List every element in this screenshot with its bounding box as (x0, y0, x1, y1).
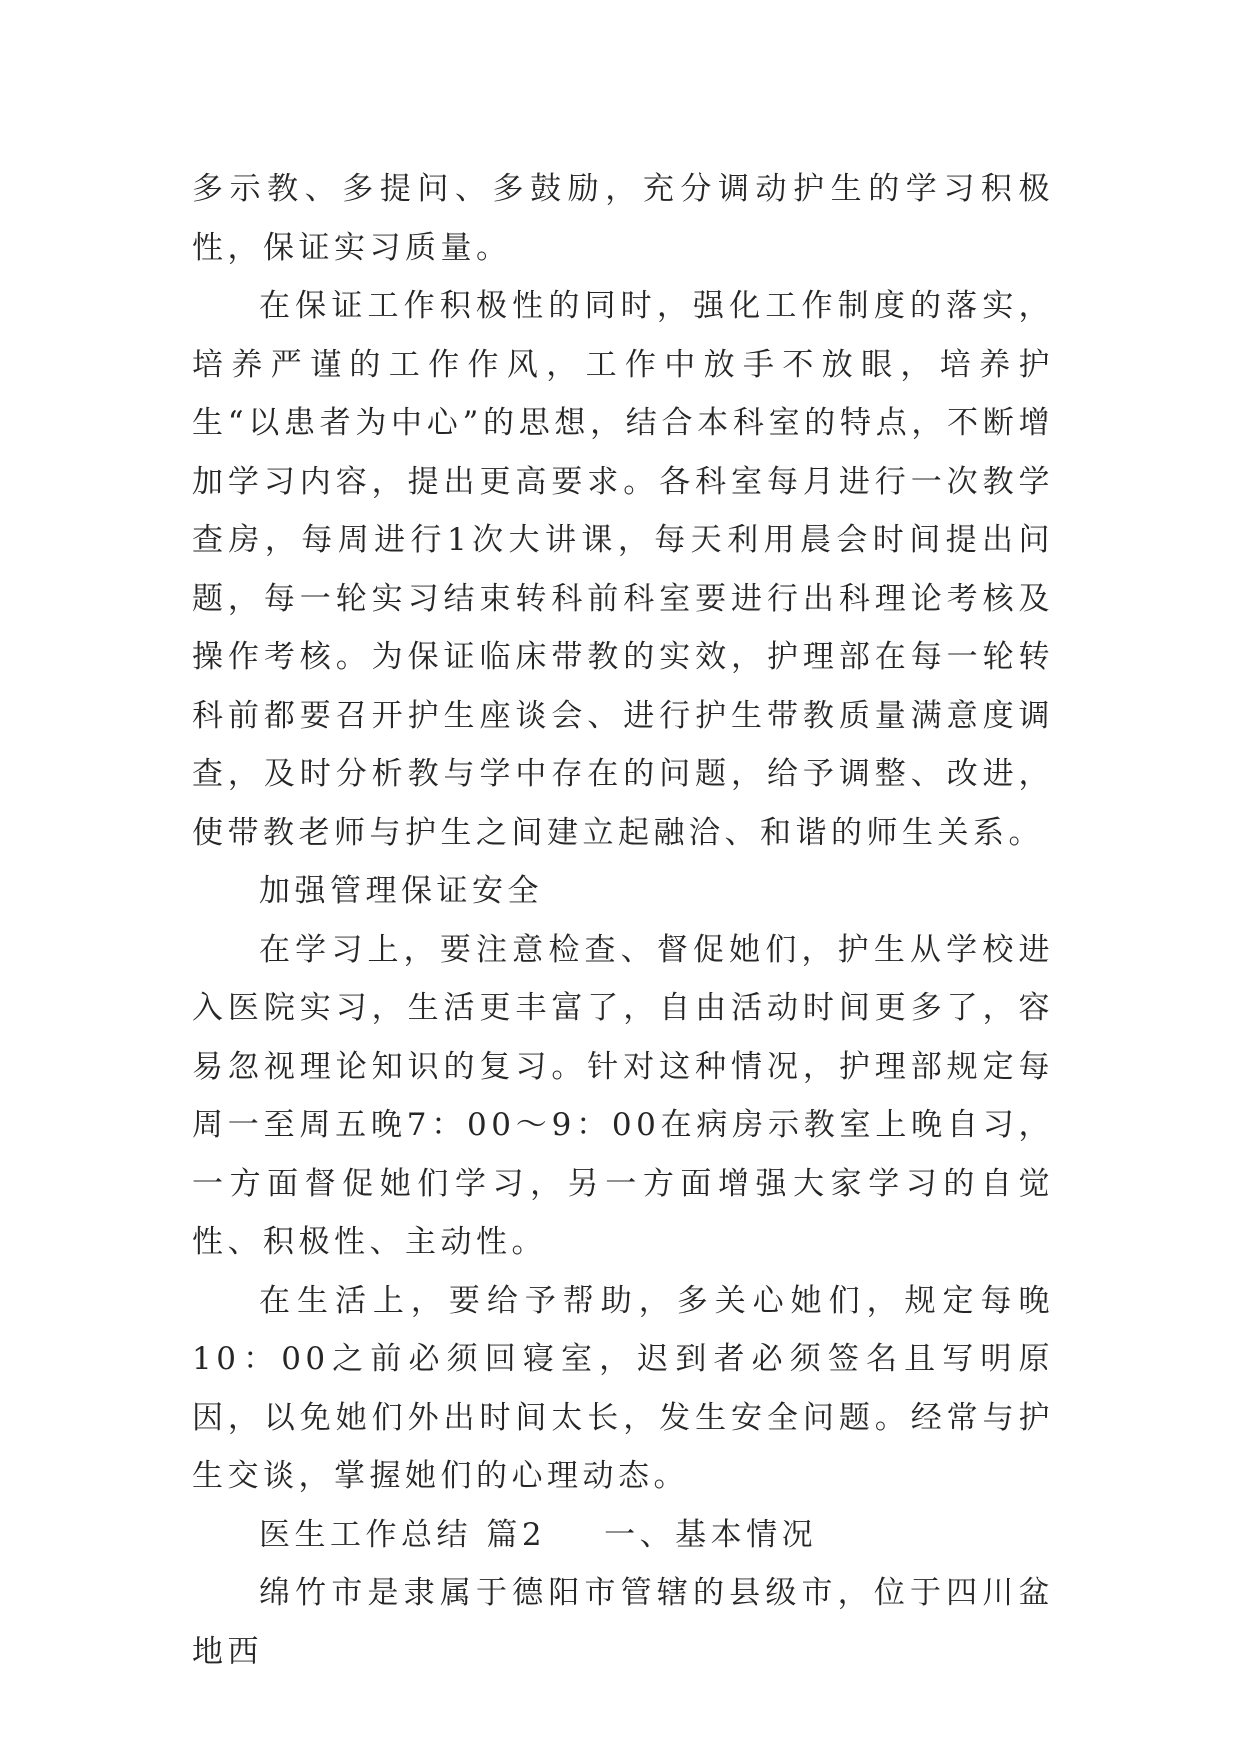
paragraph-work-system: 在保证工作积极性的同时，强化工作制度的落实，培养严谨的工作作风，工作中放手不放眼，培养护生“以患者为中心”的思想，结合本科室的特点，不断增加学习内容，提出更高要求。各科室每月进行一次教学查房，每周进行1次大讲课，每天利用晨会时间提出问题，每一轮实习结束转科前科室要进行出科理论考核及操作考核。为保证临床带教的实效，护理部在每一轮转科前都要召开护生座谈会、进行护生带教质量满意度调查，及时分析教与学中存在的问题，给予调整、改进，使带教老师与护生之间建立起融洽、和谐的师生关系。 (192, 288, 1054, 851)
summary-subtitle: 一、基本情况 (604, 1516, 818, 1553)
section-heading-safety: 加强管理保证安全 (259, 873, 543, 909)
paragraph-life: 在生活上，要给予帮助，多关心她们，规定每晚10：00之前必须回寝室，迟到者必须签名且写明原因，以免她们外出时间太长，发生安全问题。经常与护生交谈，掌握她们的心理动态。 (192, 1282, 1054, 1494)
document-body (192, 160, 1054, 1681)
paragraph-study: 在学习上，要注意检查、督促她们，护生从学校进入医院实习，生活更丰富了，自由活动时间更多了，容易忽视理论知识的复习。针对这种情况，护理部规定每周一至周五晚7：00～9：00在病房示教室上晚自习，一方面督促她们学习，另一方面增强大家学习的自觉性、积极性、主动性。 (192, 931, 1054, 1260)
section-heading-summary (192, 1506, 1054, 1565)
paragraph-teaching: 多示教、多提问、多鼓励，充分调动护生的学习积极性，保证实习质量。 (192, 171, 1054, 266)
summary-title: 医生工作总结 篇2 (259, 1516, 547, 1553)
paragraph-mianzhu: 绵竹市是隶属于德阳市管辖的县级市，位于四川盆地西 (192, 1575, 1054, 1670)
